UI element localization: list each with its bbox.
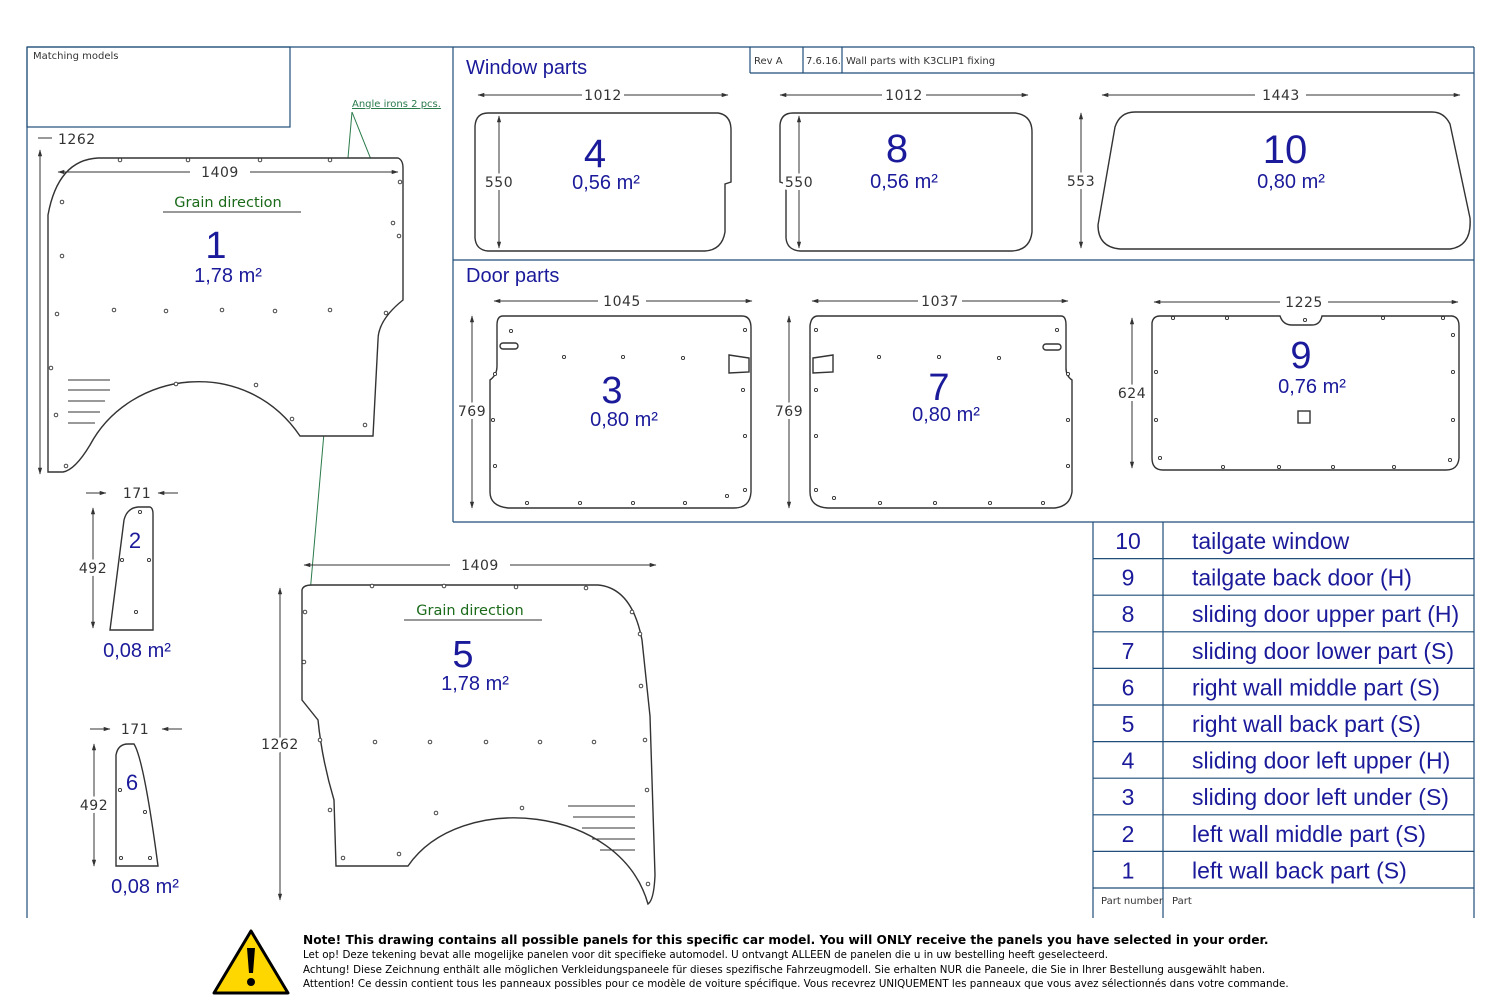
panel-9 <box>1118 295 1459 470</box>
panel-9-height: 624 <box>1117 386 1147 402</box>
legend-part-name: tailgate back door (H) <box>1192 564 1412 591</box>
legend-part-number: 2 <box>1121 820 1135 847</box>
panel-5-number: 5 <box>452 634 474 676</box>
legend-part-name: sliding door left under (S) <box>1192 784 1449 811</box>
panel-10 <box>1067 88 1470 249</box>
panel-3-height: 769 <box>457 404 487 420</box>
panel-9-number: 9 <box>1290 335 1312 377</box>
note-english: Note! This drawing contains all possible panels for this specific car model. You will ONLY receive the panels you have selected in your order. <box>303 933 1269 947</box>
matching-models-label: Matching models <box>33 51 119 62</box>
legend-part-number: 9 <box>1121 564 1135 591</box>
panel-5-height: 1262 <box>261 737 299 753</box>
legend-part-name: sliding door upper part (H) <box>1192 601 1460 628</box>
note-french: Attention! Ce dessin contient tous les panneaux possibles pour ce modèle de voiture spécifique. Vous recevrez UNIQUEMENT les panneaux que vous avez sélectionnés dans votre commande. <box>303 978 1289 990</box>
panel-10-height: 553 <box>1066 174 1096 190</box>
panel-8-height: 550 <box>784 175 814 191</box>
drawing-description: Wall parts with K3CLIP1 fixing <box>846 56 996 67</box>
panel-2-area: 0,08 m² <box>103 640 171 662</box>
panel-5-grain-label: Grain direction <box>416 603 524 619</box>
panel-1-area: 1,78 m² <box>194 265 262 287</box>
legend-part-number: 10 <box>1115 528 1141 554</box>
legend-part-name: left wall back part (S) <box>1192 857 1407 884</box>
panel-6 <box>80 722 182 898</box>
panel-3 <box>458 294 752 508</box>
revision-label: Rev A <box>754 56 783 67</box>
panel-10-area: 0,80 m² <box>1257 171 1325 193</box>
angle-irons-note: Angle irons 2 pcs. <box>352 99 441 110</box>
panel-9-width: 1225 <box>1285 295 1323 311</box>
section-title-door: Door parts <box>466 265 560 287</box>
legend-part-number: 1 <box>1121 857 1135 884</box>
panel-10-width: 1443 <box>1262 88 1300 104</box>
panel-7 <box>775 294 1072 508</box>
revision-date: 7.6.16. <box>806 56 841 67</box>
legend-part-number: 6 <box>1121 674 1135 701</box>
panel-3-width: 1045 <box>603 294 641 310</box>
panel-5 <box>261 558 656 904</box>
panel-7-width: 1037 <box>921 294 959 310</box>
panel-4-width: 1012 <box>584 88 622 104</box>
panel-8-number: 8 <box>885 127 909 171</box>
section-title-window: Window parts <box>466 57 588 79</box>
legend-part-name: left wall middle part (S) <box>1192 820 1426 847</box>
panel-3-number: 3 <box>601 370 623 412</box>
panel-1 <box>38 132 403 474</box>
panel-7-height: 769 <box>774 404 804 420</box>
panel-1-number: 1 <box>205 225 227 267</box>
panel-4-area: 0,56 m² <box>572 172 640 194</box>
disclaimer-notes <box>303 932 1493 992</box>
panel-9-area: 0,76 m² <box>1278 376 1346 398</box>
panel-6-area: 0,08 m² <box>111 876 179 898</box>
legend-part-number: 5 <box>1121 711 1135 737</box>
panel-6-height: 492 <box>79 798 109 814</box>
legend-part-name: right wall middle part (S) <box>1192 674 1440 701</box>
panel-3-area: 0,80 m² <box>590 409 658 431</box>
legend-part-name: sliding door left upper (H) <box>1192 747 1451 774</box>
parts-legend <box>1093 522 1474 918</box>
panel-5-area: 1,78 m² <box>441 673 509 695</box>
note-dutch: Let op! Deze tekening bevat alle mogelijke panelen voor dit specifieke automodel. U ontvangt ALLEEN de panelen die u in uw bestelling heeft geselecteerd. <box>303 949 1109 961</box>
panel-5-width: 1409 <box>461 558 499 574</box>
panel-6-number: 6 <box>125 770 139 795</box>
panel-8-area: 0,56 m² <box>870 171 938 193</box>
panel-2-number: 2 <box>128 528 142 553</box>
legend-part-number: 4 <box>1121 747 1135 774</box>
legend-header-part: Part <box>1172 896 1192 907</box>
legend-part-name: tailgate window <box>1192 528 1350 554</box>
panel-10-number: 10 <box>1262 128 1308 172</box>
legend-header-part-number: Part number <box>1101 896 1163 907</box>
legend-part-number: 3 <box>1121 784 1135 811</box>
panel-2 <box>79 486 178 662</box>
legend-part-number: 7 <box>1121 637 1135 664</box>
panel-4-height: 550 <box>484 175 514 191</box>
warning-triangle-icon <box>214 931 288 993</box>
panel-1-width: 1409 <box>201 165 239 181</box>
panel-2-width: 171 <box>122 486 152 502</box>
panel-8 <box>780 88 1032 251</box>
panel-2-height: 492 <box>78 561 108 577</box>
panel-7-area: 0,80 m² <box>912 404 980 426</box>
panel-4-number: 4 <box>583 132 607 176</box>
legend-part-name: right wall back part (S) <box>1192 711 1421 737</box>
panel-8-width: 1012 <box>885 88 923 104</box>
legend-part-name: sliding door lower part (S) <box>1192 637 1455 664</box>
panel-6-width: 171 <box>120 722 150 738</box>
note-german: Achtung! Diese Zeichnung enthält alle möglichen Verkleidungspaneele für dieses spezifische Fahrzeugmodell. Sie erhalten NUR die Paneele, die Sie in Ihrer Bestellung ausgewählt haben. <box>303 963 1266 976</box>
panel-7-number: 7 <box>928 367 950 409</box>
panel-4 <box>475 88 731 251</box>
panel-1-height: 1262 <box>58 132 96 148</box>
legend-part-number: 8 <box>1121 601 1135 628</box>
panel-1-grain-label: Grain direction <box>174 195 282 211</box>
